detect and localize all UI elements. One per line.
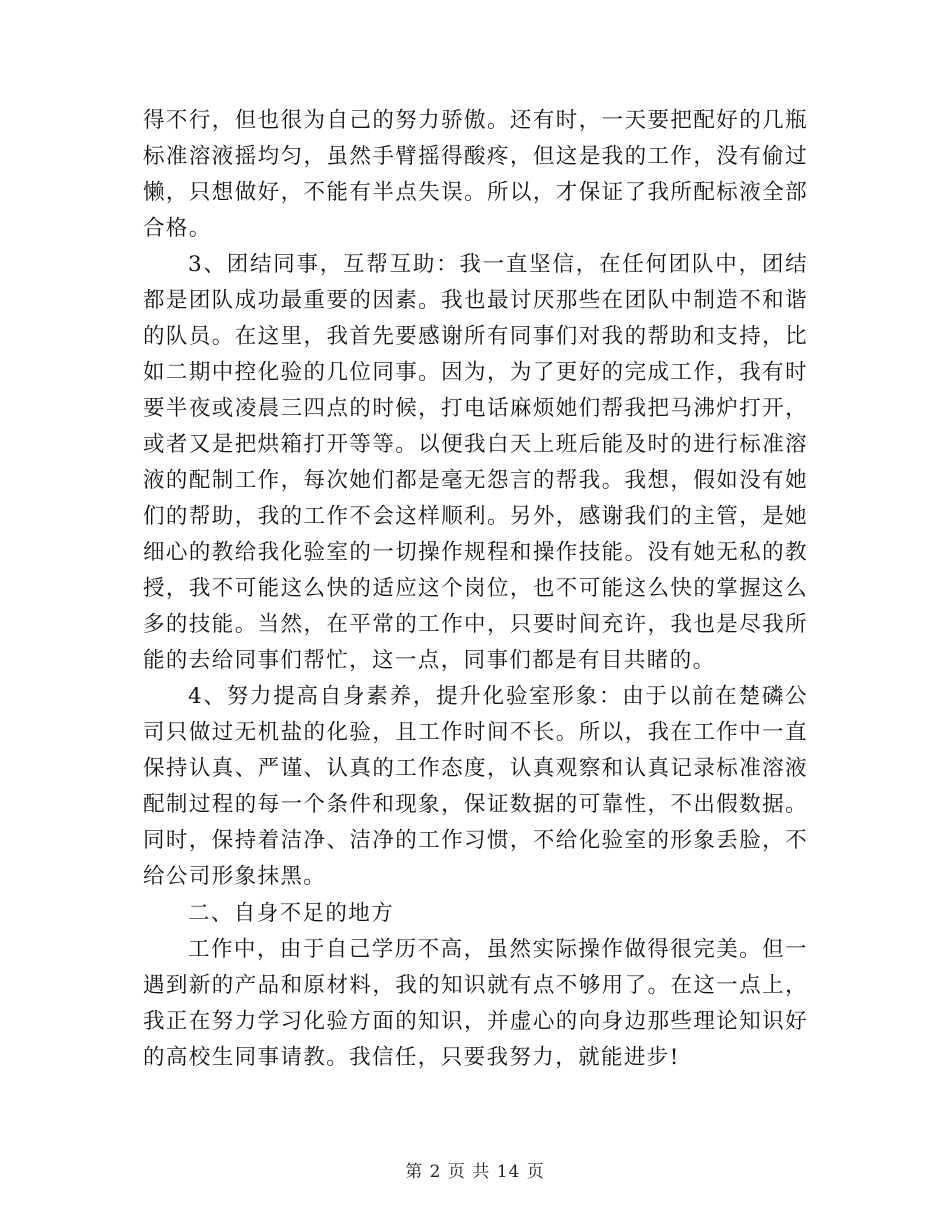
page-number-footer: 第 2 页 共 14 页 [405, 1162, 545, 1182]
paragraph-point-3-teamwork: 3、团结同事，互帮互助：我一直坚信，在任何团队中，团结都是团队成功最重要的因素。我也最讨厌那些在团队中制造不和谐的队员。在这里，我首先要感谢所有同事们对我的帮助和支持，比如二期中控化验的几位同事。因为，为了更好的完成工作，我有时要半夜或凌晨三四点的时候，打电话麻烦她们帮我把马沸炉打开，或者又是把烘箱打开等等。以便我白天上班后能及时的进行标准溶液的配制工作，每次她们都是毫无怨言的帮我。我想，假如没有她们的帮助，我的工作不会这样顺利。另外，感谢我们的主管，是她细心的教给我化验室的一切操作规程和操作技能。没有她无私的教授，我不可能这么快的适应这个岗位，也不可能这么快的掌握这么多的技能。当然，在平常的工作中，只要时间充许，我也是尽我所能的去给同事们帮忙，这一点，同事们都是有目共睹的。 [143, 252, 808, 673]
paragraph-shortcomings-body: 工作中，由于自己学历不高，虽然实际操作做得很完美。但一遇到新的产品和原材料，我的知识就有点不够用了。在这一点上，我正在努力学习化验方面的知识，并虚心的向身边那些理论知识好的高校生同事请教。我信任，只要我努力，就能进步! [143, 937, 808, 1070]
section-heading-shortcomings: 二、自身不足的地方 [188, 901, 395, 926]
paragraph-continuation: 得不行，但也很为自己的努力骄傲。还有时，一天要把配好的几瓶标准溶液摇均匀，虽然手臂摇得酸疼，但这是我的工作，没有偷过懒，只想做好，不能有半点失误。所以，才保证了我所配标液全部合格。 [143, 108, 808, 241]
document-body [143, 103, 808, 1076]
paragraph-point-4-self-improvement: 4、努力提高自身素养，提升化验室形象：由于以前在楚磷公司只做过无机盐的化验，且工作时间不长。所以，我在工作中一直保持认真、严谨、认真的工作态度，认真观察和认真记录标准溶液配制过程的每一个条件和现象，保证数据的可靠性，不出假数据。同时，保持着洁净、洁净的工作习惯，不给化验室的形象丢脸，不给公司形象抹黑。 [143, 684, 808, 889]
